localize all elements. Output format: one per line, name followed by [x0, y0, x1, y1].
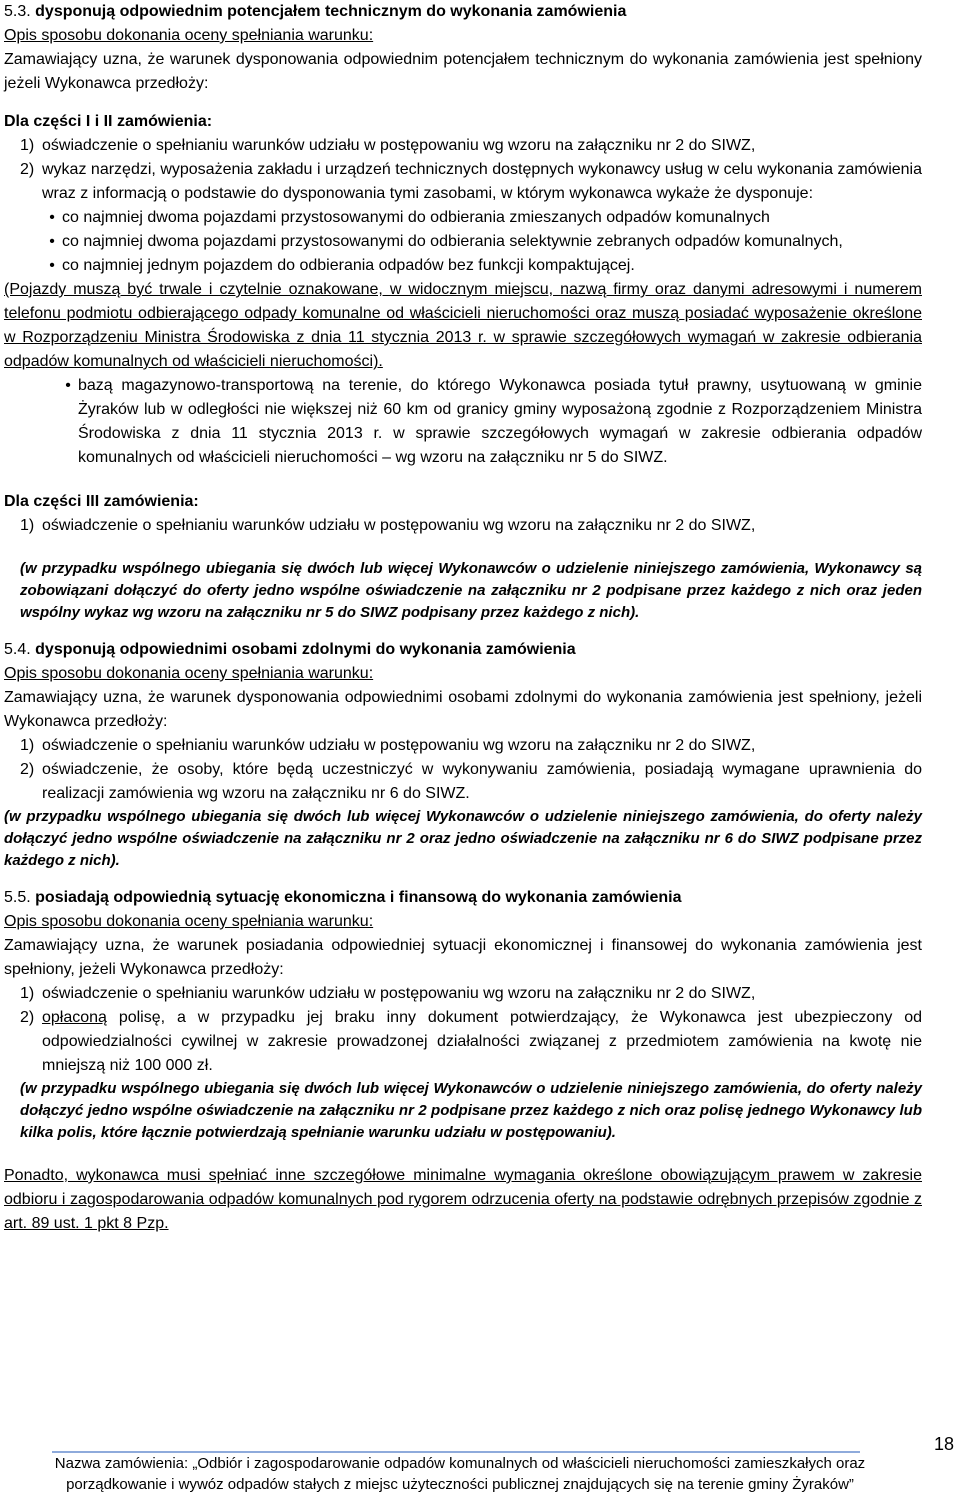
- joint-bid-note: (w przypadku wspólnego ubiegania się dwóch lub więcej Wykonawców o udzielenie niniejszego zamówienia, Wykonawcy są zobowiązani dołączyć do oferty jedno wspólne oświadczenie na załączniku nr 2 podpisane przez każdego z nich oraz jeden wspólny wykaz wg wzoru na załączniku nr 5 do SIWZ podpisany przez każdego z nich).: [20, 560, 922, 621]
- list-item: 1) oświadczenie o spełnianiu warunków udziału w postępowaniu wg wzoru na załączniku nr 2 do SIWZ,: [20, 737, 756, 754]
- bullet-item: • co najmniej dwoma pojazdami przystosowanymi do odbierania zmieszanych odpadów komunalnych: [49, 209, 770, 226]
- list-item: 1) oświadczenie o spełnianiu warunków udziału w postępowaniu wg wzoru na załączniku nr 2 do SIWZ,: [20, 517, 756, 534]
- list-item: 1) oświadczenie o spełnianiu warunków udziału w postępowaniu wg wzoru na załączniku nr 2 do SIWZ,: [20, 137, 756, 154]
- section-5-3-method: Opis sposobu dokonania oceny spełniania warunku:: [4, 27, 374, 44]
- page-number: 18: [934, 1434, 955, 1454]
- vehicle-bullets: [4, 206, 922, 278]
- section-5-4-method: Opis sposobu dokonania oceny spełniania warunku:: [4, 665, 374, 682]
- document-page: [4, 0, 922, 1236]
- list-item: 1) oświadczenie o spełnianiu warunków udziału w postępowaniu wg wzoru na załączniku nr 2 do SIWZ,: [20, 985, 756, 1002]
- section-5-5-heading: 5.5. posiadają odpowiednią sytuację ekonomiczna i finansową do wykonania zamówienia: [4, 889, 682, 906]
- section-5-3-heading: 5.3. dysponują odpowiednim potencjałem technicznym do wykonania zamówienia: [4, 3, 627, 20]
- section-5-4-heading: 5.4. dysponują odpowiednimi osobami zdolnymi do wykonania zamówienia: [4, 641, 576, 658]
- parts-i-ii-label: Dla części I i II zamówienia:: [4, 113, 213, 130]
- closing-paragraph: Ponadto, wykonawca musi spełniać inne szczegółowe minimalne wymagania określone obowiązującym prawem w zakresie odbioru i zagospodarowania odpadów komunalnych pod rygorem odrzucenia oferty na podstawie odrębnych przepisów zgodnie z art. 89 ust. 1 pkt 8 Pzp.: [4, 1167, 922, 1232]
- bullet-item: • co najmniej jednym pojazdem do odbierania odpadów bez funkcji kompaktującej.: [49, 257, 635, 274]
- section-5-5-method: Opis sposobu dokonania oceny spełniania warunku:: [4, 913, 374, 930]
- joint-bid-note: (w przypadku wspólnego ubiegania się dwóch lub więcej Wykonawców o udzielenie niniejszego zamówienia, do oferty należy dołączyć jedno wspólne oświadczenie na załączniku nr 2 podpisane przez każdego z nich oraz polisę jednego Wykonawcy lub kilka polis, które łącznie potwierdzają spełnianie warunku udziału w postępowaniu).: [20, 1080, 922, 1141]
- section-5-5-intro: Zamawiający uzna, że warunek posiadania odpowiedniej sytuacji ekonomicznej i finansowej do wykonania zamówienia jest spełniony, jeżeli Wykonawca przedłoży:: [4, 937, 922, 978]
- part-iii-label: Dla części III zamówienia:: [4, 493, 199, 510]
- section-5-4-intro: Zamawiający uzna, że warunek dysponowania odpowiednimi osobami zdolnymi do wykonania zamówienia jest spełniony, jeżeli Wykonawca przedłoży:: [4, 689, 922, 730]
- list-item: 2) oświadczenie, że osoby, które będą uczestniczyć w wykonywaniu zamówienia, posiadają wymagane uprawnienia do realizacji zamówienia wg wzoru na załączniku nr 6 do SIWZ.: [20, 761, 922, 802]
- vehicles-note: (Pojazdy muszą być trwale i czytelnie oznakowane, w widocznym miejscu, nazwą firmy oraz danymi adresowymi i numerem telefonu podmiotu odbierającego odpady komunalne od właścicieli nieruchomości oraz muszą posiadać wyposażenie określone w Rozporządzeniu Ministra Środowiska z dnia 11 stycznia 2013 r. w sprawie szczegółowych wymagań w zakresie odbierania odpadów komunalnych od właścicieli nieruchomości).: [4, 281, 922, 370]
- bullet-item: • bazą magazynowo-transportową na terenie, do którego Wykonawca posiada tytuł prawny, usytuowaną w gminie Żyraków lub w odległości nie większej niż 60 km od granicy gminy wyposażoną zgodnie z Rozporządzeniem Ministra Środowiska z dnia 11 stycznia 2013 r. w sprawie szczegółowych wymagań w zakresie odbierania odpadów komunalnych od właścicieli nieruchomości – wg wzoru na załączniku nr 5 do SIWZ.: [65, 377, 922, 466]
- list-item: 2) wykaz narzędzi, wyposażenia zakładu i urządzeń technicznych dostępnych wykonawcy usług w celu wykonania zamówienia wraz z informacją o podstawie do dysponowania tymi zasobami, w którym wykonawca wykaże że dysponuje:: [20, 161, 922, 202]
- page-footer: Nazwa zamówienia: „Odbiór i zagospodarowanie odpadów komunalnych od właścicieli nieruchomości zamieszkałych oraz porządkowanie i wywóz odpadów stałych z miejsc użyteczności publicznej znajdujących się na terenie gminy Żyraków”: [54, 1455, 866, 1493]
- joint-bid-note: (w przypadku wspólnego ubiegania się dwóch lub więcej Wykonawców o udzielenie niniejszego zamówienia, do oferty należy dołączyć jedno wspólne oświadczenie na załączniku nr 2 oraz jedno oświadczenie na załączniku nr 6 do SIWZ podpisane przez każdego z nich).: [4, 808, 922, 869]
- list-item: 2) opłaconą polisę, a w przypadku jej braku inny dokument potwierdzający, że Wykonawca jest ubezpieczony od odpowiedzialności cywilnej w zakresie prowadzonej działalności związanej z przedmiotem zamówienia na kwotę nie mniejszą niż 100 000 zł.: [20, 1009, 922, 1074]
- bullet-item: • co najmniej dwoma pojazdami przystosowanymi do odbierania selektywnie zebranych odpadów komunalnych,: [49, 233, 843, 250]
- section-5-3-intro: Zamawiający uzna, że warunek dysponowania odpowiednim potencjałem technicznym do wykonania zamówienia jest spełniony jeżeli Wykonawca przedłoży:: [4, 51, 922, 92]
